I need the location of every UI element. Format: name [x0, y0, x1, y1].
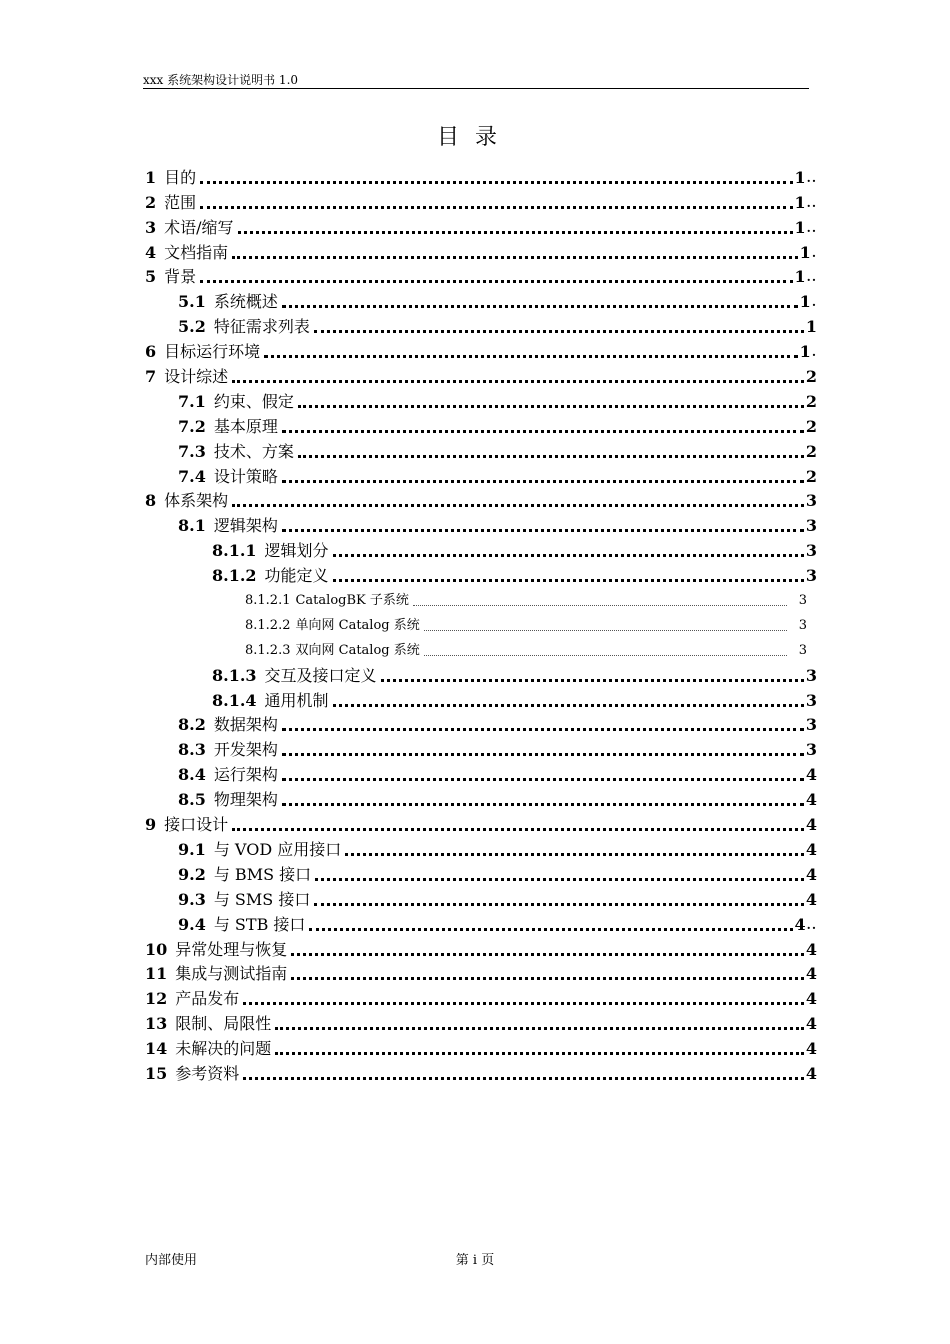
- toc-entry-page: 1: [799, 292, 811, 312]
- dot-leader: [333, 546, 804, 557]
- dot-leader: [282, 770, 804, 781]
- toc-entry[interactable]: [145, 536, 817, 561]
- toc-entry-number: 8: [145, 491, 157, 511]
- toc-entry-trail: ..: [806, 170, 817, 185]
- toc-entry-page: 4: [805, 889, 817, 909]
- toc-entry-number: 8.1.2.2: [245, 617, 291, 633]
- toc-entry-label: 运行架构: [213, 765, 278, 785]
- toc-entry-page: 4: [805, 1014, 817, 1034]
- toc-entry-trail: .: [811, 245, 817, 260]
- toc-entry[interactable]: [145, 760, 817, 785]
- toc-entry[interactable]: [145, 711, 817, 736]
- dot-leader: [282, 720, 804, 731]
- toc-entry-label: 系统概述: [213, 292, 278, 312]
- dot-leader: [282, 521, 804, 532]
- dot-leader: [264, 347, 798, 358]
- toc-entry-number: 8.1.2: [212, 566, 257, 586]
- toc-entry-page: 3: [805, 740, 817, 760]
- dot-leader: [298, 397, 804, 408]
- dot-leader: [381, 671, 804, 682]
- toc-entry-label: CatalogBK 子系统: [295, 593, 409, 609]
- footer-left: 内部使用: [145, 1253, 198, 1268]
- toc-entry-label: 逻辑架构: [213, 516, 278, 536]
- dot-leader: [314, 322, 804, 333]
- dot-leader: [275, 1044, 804, 1055]
- toc-entry-label: 与 VOD 应用接口: [213, 839, 342, 859]
- toc-entry-page: 4: [805, 1063, 817, 1083]
- toc-entry-number: 8.2: [178, 715, 206, 735]
- toc-entry-page: 4: [805, 839, 817, 859]
- toc-entry-page: 3: [798, 593, 807, 609]
- dot-leader: [200, 272, 792, 283]
- toc-entry-page: 3: [805, 541, 817, 561]
- toc-entry-page: 3: [805, 491, 817, 511]
- toc-entry[interactable]: [145, 860, 817, 885]
- toc-entry-page: 3: [805, 516, 817, 536]
- toc-entry-trail: ..: [806, 917, 817, 932]
- toc-entry-number: 13: [145, 1014, 168, 1034]
- toc-entry-page: 4: [794, 914, 806, 934]
- toc-entry[interactable]: [145, 213, 817, 238]
- toc-entry-number: 8.3: [178, 740, 206, 760]
- dot-leader: [275, 1019, 804, 1030]
- toc-entry-number: 7.4: [178, 466, 206, 486]
- toc-entry-label: 产品发布: [175, 989, 240, 1009]
- toc-entry-page: 4: [805, 989, 817, 1009]
- toc-entry-trail: .: [811, 295, 817, 310]
- toc-entry[interactable]: [145, 636, 817, 661]
- dot-leader: [232, 496, 804, 507]
- toc-entry-number: 14: [145, 1039, 168, 1059]
- toc-entry-page: 4: [805, 864, 817, 884]
- toc-entry[interactable]: [145, 1009, 817, 1034]
- toc-entry-page: 4: [805, 1039, 817, 1059]
- toc-entry[interactable]: [145, 163, 817, 188]
- toc-entry-label: 接口设计: [164, 815, 229, 835]
- toc-entry-page: 2: [805, 367, 817, 387]
- dot-leader: [200, 173, 792, 184]
- toc-entry[interactable]: [145, 487, 817, 512]
- toc-entry-label: 与 STB 接口: [213, 914, 306, 934]
- toc-entry-page: 1: [799, 242, 811, 262]
- toc-entry-number: 12: [145, 989, 168, 1009]
- toc-entry-number: 4: [145, 242, 157, 262]
- toc-entry-label: 设计策略: [213, 466, 278, 486]
- toc-entry-page: 3: [805, 665, 817, 685]
- toc-entry-label: 集成与测试指南: [175, 964, 288, 984]
- toc-entry-label: 物理架构: [213, 790, 278, 810]
- toc-entry-page: 2: [805, 416, 817, 436]
- dot-leader: [238, 223, 793, 234]
- toc-entry[interactable]: [145, 511, 817, 536]
- toc-entry-page: 4: [805, 815, 817, 835]
- toc-entry-page: 4: [805, 939, 817, 959]
- toc-entry-number: 1: [145, 167, 157, 187]
- toc-entry-number: 8.4: [178, 765, 206, 785]
- toc-entry[interactable]: [145, 337, 817, 362]
- dot-leader: [282, 795, 804, 806]
- toc-entry-page: 2: [805, 391, 817, 411]
- toc-entry[interactable]: [145, 287, 817, 312]
- toc-entry-page: 3: [805, 566, 817, 586]
- toc-entry-label: 文档指南: [164, 242, 229, 262]
- toc-entry-label: 特征需求列表: [213, 317, 310, 337]
- toc-entry[interactable]: [145, 611, 817, 636]
- toc-entry-number: 5.1: [178, 292, 206, 312]
- toc-entry[interactable]: [145, 960, 817, 985]
- toc-entry-label: 范围: [164, 192, 197, 212]
- toc-entry-label: 参考资料: [175, 1063, 240, 1083]
- toc-entry[interactable]: [145, 910, 817, 935]
- toc-entry-number: 8.1.2.3: [245, 642, 291, 658]
- toc-entry-number: 15: [145, 1063, 168, 1083]
- toc-entry-label: 与 BMS 接口: [213, 864, 312, 884]
- toc-entry-page: 1: [794, 167, 806, 187]
- toc-entry-number: 9: [145, 815, 157, 835]
- toc-entry-number: 6: [145, 342, 157, 362]
- toc-entry-number: 9.4: [178, 914, 206, 934]
- toc-entry[interactable]: [145, 238, 817, 263]
- toc-entry[interactable]: [145, 935, 817, 960]
- toc-entry[interactable]: [145, 387, 817, 412]
- toc-title: 目录: [436, 125, 513, 150]
- toc-entry-number: 5: [145, 267, 157, 287]
- toc-entry-label: 背景: [164, 267, 197, 287]
- dot-leader: [282, 472, 804, 483]
- toc-entry-label: 目标运行环境: [164, 342, 261, 362]
- toc-entry-page: 4: [805, 790, 817, 810]
- toc-entry-label: 技术、方案: [213, 441, 294, 461]
- toc-entry-label: 交互及接口定义: [264, 665, 377, 685]
- dot-leader: [333, 696, 804, 707]
- toc-entry-label: 基本原理: [213, 416, 278, 436]
- toc-entry[interactable]: [145, 437, 817, 462]
- toc-entry-page: 1: [805, 317, 817, 337]
- toc-entry-number: 7: [145, 367, 157, 387]
- table-of-contents: [145, 163, 817, 1084]
- toc-entry[interactable]: [145, 188, 817, 213]
- dot-leader: [314, 895, 804, 906]
- toc-entry-label: 开发架构: [213, 740, 278, 760]
- toc-entry[interactable]: [145, 661, 817, 686]
- toc-entry-number: 8.1.2.1: [245, 593, 291, 609]
- toc-entry-label: 未解决的问题: [175, 1039, 272, 1059]
- toc-entry-trail: ..: [806, 195, 817, 210]
- toc-entry-number: 11: [145, 964, 168, 984]
- toc-entry-number: 8.5: [178, 790, 206, 810]
- toc-entry-trail: ..: [806, 220, 817, 235]
- page-header: [143, 72, 809, 89]
- toc-entry-number: 8.1: [178, 516, 206, 536]
- toc-entry[interactable]: [145, 312, 817, 337]
- toc-entry[interactable]: [145, 686, 817, 711]
- toc-entry-number: 3: [145, 217, 157, 237]
- toc-entry-page: 3: [798, 642, 807, 658]
- toc-entry[interactable]: [145, 885, 817, 910]
- dot-leader: [424, 647, 787, 656]
- toc-entry-number: 7.1: [178, 391, 206, 411]
- dot-leader: [232, 820, 804, 831]
- toc-entry-number: 7.3: [178, 441, 206, 461]
- toc-entry-page: 3: [805, 715, 817, 735]
- dot-leader: [291, 969, 804, 980]
- toc-entry[interactable]: [145, 362, 817, 387]
- toc-entry-label: 逻辑划分: [264, 541, 329, 561]
- dot-leader: [413, 597, 787, 606]
- toc-entry-number: 9.1: [178, 839, 206, 859]
- toc-entry-label: 双向网 Catalog 系统: [295, 642, 420, 658]
- toc-entry-label: 目的: [164, 167, 197, 187]
- toc-entry-page: 1: [794, 217, 806, 237]
- toc-entry-number: 10: [145, 939, 168, 959]
- dot-leader: [345, 845, 804, 856]
- dot-leader: [315, 870, 804, 881]
- toc-entry[interactable]: [145, 1034, 817, 1059]
- toc-entry-label: 数据架构: [213, 715, 278, 735]
- toc-entry-label: 设计综述: [164, 367, 229, 387]
- toc-entry[interactable]: [145, 412, 817, 437]
- dot-leader: [243, 994, 804, 1005]
- toc-entry-page: 4: [805, 765, 817, 785]
- toc-entry[interactable]: [145, 586, 817, 611]
- toc-entry[interactable]: [145, 1059, 817, 1084]
- toc-entry-label: 与 SMS 接口: [213, 889, 311, 909]
- toc-entry-page: 2: [805, 466, 817, 486]
- toc-entry-page: 1: [794, 267, 806, 287]
- toc-entry-number: 9.2: [178, 864, 206, 884]
- dot-leader: [291, 945, 804, 956]
- toc-entry-label: 术语/缩写: [164, 217, 234, 237]
- toc-entry-trail: ..: [806, 270, 817, 285]
- dot-leader: [200, 198, 792, 209]
- toc-entry-page: 3: [805, 690, 817, 710]
- toc-entry-label: 通用机制: [264, 690, 329, 710]
- toc-entry-page: 4: [805, 964, 817, 984]
- toc-entry[interactable]: [145, 810, 817, 835]
- dot-leader: [243, 1069, 804, 1080]
- toc-entry-label: 单向网 Catalog 系统: [295, 617, 420, 633]
- toc-entry[interactable]: [145, 735, 817, 760]
- dot-leader: [298, 447, 804, 458]
- toc-entry-label: 限制、局限性: [175, 1014, 272, 1034]
- toc-entry-number: 8.1.1: [212, 541, 257, 561]
- header-text: xxx 系统架构设计说明书 1.0: [143, 73, 299, 87]
- dot-leader: [282, 422, 804, 433]
- toc-entry-page: 1: [794, 192, 806, 212]
- toc-entry-label: 体系架构: [164, 491, 229, 511]
- toc-entry-label: 功能定义: [264, 566, 329, 586]
- toc-entry-number: 5.2: [178, 317, 206, 337]
- dot-leader: [282, 745, 804, 756]
- toc-entry[interactable]: [145, 462, 817, 487]
- toc-entry-page: 2: [805, 441, 817, 461]
- toc-entry-page: 1: [799, 342, 811, 362]
- toc-entry-number: 8.1.4: [212, 690, 257, 710]
- toc-entry-number: 2: [145, 192, 157, 212]
- toc-entry-trail: .: [811, 345, 817, 360]
- toc-entry[interactable]: [145, 561, 817, 586]
- toc-entry[interactable]: [145, 263, 817, 288]
- dot-leader: [424, 622, 787, 631]
- dot-leader: [282, 297, 798, 308]
- toc-entry[interactable]: [145, 835, 817, 860]
- page-number: 第 i 页: [455, 1253, 495, 1268]
- dot-leader: [333, 571, 804, 582]
- dot-leader: [232, 248, 798, 259]
- toc-entry-number: 8.1.3: [212, 665, 257, 685]
- toc-entry-number: 7.2: [178, 416, 206, 436]
- toc-entry[interactable]: [145, 785, 817, 810]
- dot-leader: [232, 372, 804, 383]
- toc-entry-label: 异常处理与恢复: [175, 939, 288, 959]
- toc-entry-label: 约束、假定: [213, 391, 294, 411]
- dot-leader: [309, 920, 792, 931]
- toc-entry-number: 9.3: [178, 889, 206, 909]
- toc-entry[interactable]: [145, 984, 817, 1009]
- toc-entry-page: 3: [798, 617, 807, 633]
